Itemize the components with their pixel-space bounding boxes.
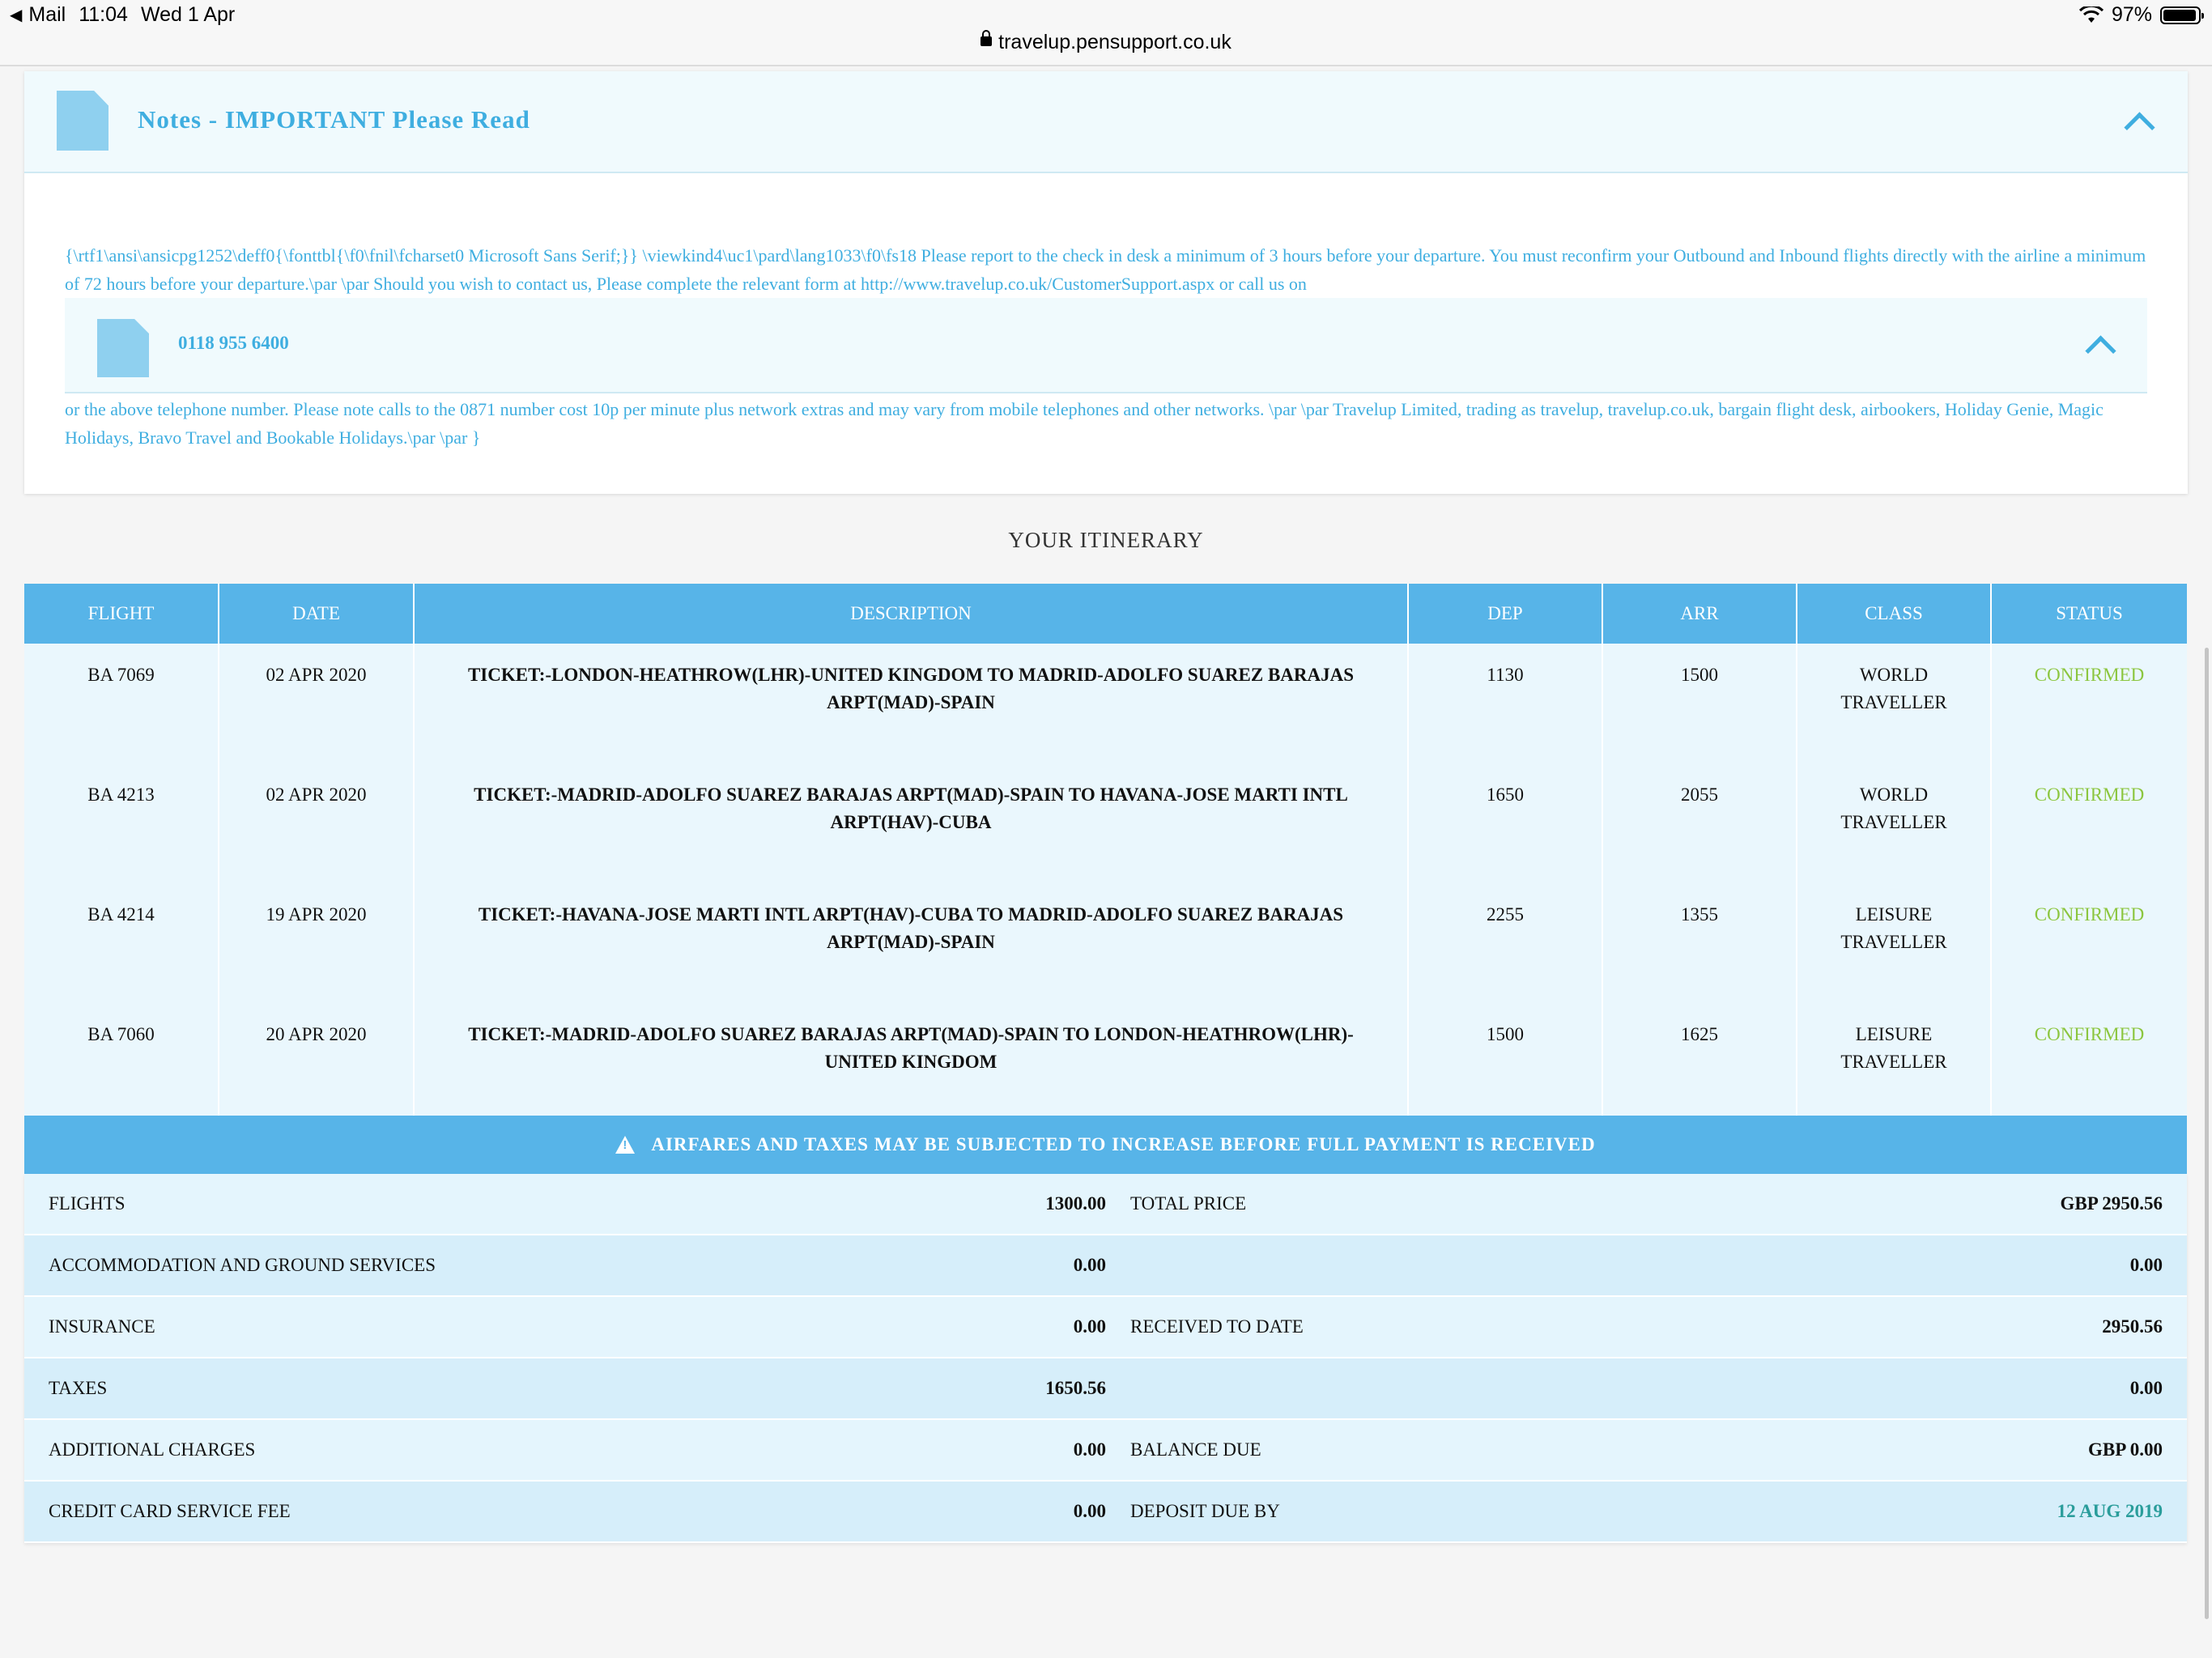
totals-label: CREDIT CARD SERVICE FEE bbox=[49, 1501, 291, 1521]
document-icon bbox=[57, 91, 108, 151]
totals-label: ADDITIONAL CHARGES bbox=[49, 1439, 256, 1460]
col-flight: FLIGHT bbox=[24, 584, 219, 644]
class-cell bbox=[1797, 1003, 1991, 1123]
totals-value: 0.00 bbox=[1073, 1316, 1106, 1337]
document-icon bbox=[97, 319, 149, 377]
totals-row bbox=[24, 1420, 2187, 1482]
totals-row bbox=[24, 1358, 2187, 1420]
totals-label: TAXES bbox=[49, 1378, 108, 1398]
class-line1: LEISURE bbox=[1855, 904, 1933, 925]
col-date: DATE bbox=[219, 584, 414, 644]
description-cell: TICKET:-MADRID-ADOLFO SUAREZ BARAJAS ARPT(MAD)-SPAIN TO HAVANA-JOSE MARTI INTL ARPT(HAV)-CUBA bbox=[414, 763, 1408, 883]
arr-cell: 1500 bbox=[1602, 644, 1797, 763]
flight-cell: BA 7060 bbox=[24, 1003, 219, 1123]
class-cell bbox=[1797, 883, 1991, 1003]
phone-box[interactable] bbox=[65, 298, 2147, 393]
wifi-icon bbox=[2079, 6, 2104, 24]
date-cell: 02 APR 2020 bbox=[219, 644, 414, 763]
totals-table bbox=[24, 1174, 2187, 1543]
status-cell: CONFIRMED bbox=[1991, 644, 2187, 763]
totals-value: 0.00 bbox=[1073, 1439, 1106, 1460]
deposit-due-date: 12 AUG 2019 bbox=[2057, 1501, 2163, 1521]
totals-label: FLIGHTS bbox=[49, 1193, 125, 1214]
col-arr: ARR bbox=[1602, 584, 1797, 644]
class-line2: TRAVELLER bbox=[1840, 932, 1947, 952]
price-warning-bar bbox=[24, 1116, 2187, 1174]
status-cell: CONFIRMED bbox=[1991, 883, 2187, 1003]
status-right bbox=[2079, 3, 2201, 27]
table-row bbox=[24, 883, 2187, 1003]
back-arrow-icon[interactable]: ◀ bbox=[10, 6, 23, 24]
class-cell bbox=[1797, 644, 1991, 763]
notes-header[interactable] bbox=[24, 71, 2188, 173]
notes-body bbox=[24, 173, 2188, 452]
totals-label: INSURANCE bbox=[49, 1316, 155, 1337]
totals-label: ACCOMMODATION AND GROUND SERVICES bbox=[49, 1255, 436, 1275]
totals-row bbox=[24, 1174, 2187, 1235]
scrollbar[interactable] bbox=[2205, 648, 2209, 1619]
totals-right-label: RECEIVED TO DATE bbox=[1130, 1316, 1304, 1337]
status-cell: CONFIRMED bbox=[1991, 763, 2187, 883]
phone-number[interactable]: 0118 955 6400 bbox=[178, 333, 289, 353]
description-cell: TICKET:-LONDON-HEATHROW(LHR)-UNITED KINGDOM TO MADRID-ADOLFO SUAREZ BARAJAS ARPT(MAD)-SPAIN bbox=[414, 644, 1408, 763]
totals-value: 0.00 bbox=[1073, 1501, 1106, 1521]
flight-cell: BA 4213 bbox=[24, 763, 219, 883]
class-line1: LEISURE bbox=[1855, 1024, 1933, 1044]
battery-percent: 97% bbox=[2111, 3, 2152, 26]
status-left bbox=[10, 3, 235, 27]
arr-cell: 1625 bbox=[1602, 1003, 1797, 1123]
totals-right-value: 0.00 bbox=[2129, 1255, 2163, 1275]
col-status: STATUS bbox=[1991, 584, 2187, 644]
chevron-up-icon[interactable] bbox=[2085, 335, 2116, 366]
totals-value: 1650.56 bbox=[1045, 1378, 1106, 1398]
url-bar[interactable] bbox=[0, 31, 2212, 54]
class-line1: WORLD bbox=[1859, 784, 1929, 805]
table-header-row bbox=[24, 584, 2187, 644]
warning-icon bbox=[615, 1136, 635, 1154]
status-bar bbox=[0, 0, 2212, 66]
flight-cell: BA 7069 bbox=[24, 644, 219, 763]
col-description: DESCRIPTION bbox=[414, 584, 1408, 644]
date-cell: 19 APR 2020 bbox=[219, 883, 414, 1003]
flight-cell: BA 4214 bbox=[24, 883, 219, 1003]
col-dep: DEP bbox=[1408, 584, 1602, 644]
lock-icon bbox=[981, 36, 992, 46]
itinerary-title: YOUR ITINERARY bbox=[1008, 528, 1204, 552]
date-cell: 02 APR 2020 bbox=[219, 763, 414, 883]
table-row bbox=[24, 644, 2187, 763]
status-time: 11:04 bbox=[79, 3, 128, 26]
col-class: CLASS bbox=[1797, 584, 1991, 644]
totals-value: 0.00 bbox=[1073, 1255, 1106, 1275]
dep-cell: 1130 bbox=[1408, 644, 1602, 763]
totals-row bbox=[24, 1482, 2187, 1543]
class-line2: TRAVELLER bbox=[1840, 692, 1947, 712]
description-cell: TICKET:-HAVANA-JOSE MARTI INTL ARPT(HAV)-CUBA TO MADRID-ADOLFO SUAREZ BARAJAS ARPT(MAD)-SPAIN bbox=[414, 883, 1408, 1003]
date-cell: 20 APR 2020 bbox=[219, 1003, 414, 1123]
dep-cell: 1500 bbox=[1408, 1003, 1602, 1123]
dep-cell: 2255 bbox=[1408, 883, 1602, 1003]
chevron-up-icon[interactable] bbox=[2124, 112, 2155, 142]
description-cell: TICKET:-MADRID-ADOLFO SUAREZ BARAJAS ARPT(MAD)-SPAIN TO LONDON-HEATHROW(LHR)-UNITED KINGDOM bbox=[414, 1003, 1408, 1123]
totals-row bbox=[24, 1297, 2187, 1358]
table-row bbox=[24, 763, 2187, 883]
back-app-label[interactable]: Mail bbox=[28, 3, 66, 26]
totals-right-value: GBP 2950.56 bbox=[2060, 1193, 2163, 1214]
status-cell: CONFIRMED bbox=[1991, 1003, 2187, 1123]
class-line2: TRAVELLER bbox=[1840, 1052, 1947, 1072]
itinerary-table bbox=[24, 584, 2187, 1123]
totals-row bbox=[24, 1235, 2187, 1297]
totals-right-label: TOTAL PRICE bbox=[1130, 1193, 1247, 1214]
table-row bbox=[24, 1003, 2187, 1123]
notes-text-part1: {\rtf1\ansi\ansicpg1252\deff0{\fonttbl{\f0\fnil\fcharset0 Microsoft Sans Serif;}} \viewkind4\uc1\pard\lang1033\f0\fs18 Please report to the check in desk a minimum of 3 hours before your departure. You must reconfirm your Outbound and Inbound flights directly with the airline a minimum of 72 hours before your departure.\par \par Should you wish to contact us, Please complete the relevant form at http://www.travelup.co.uk/CustomerSupport.aspx or call us on bbox=[65, 245, 2146, 294]
notes-text-part2: or the above telephone number. Please note calls to the 0871 number cost 10p per minute plus network extras and may vary from mobile telephones and other networks. \par \par Travelup Limited, trading as travelup, travelup.co.uk, bargain flight desk, airbookers, Holiday Genie, Magic Holidays, Bravo Travel and Bookable Holidays.\par \par } bbox=[65, 399, 2104, 448]
class-line2: TRAVELLER bbox=[1840, 812, 1947, 832]
totals-value: 1300.00 bbox=[1045, 1193, 1106, 1214]
totals-right-label: BALANCE DUE bbox=[1130, 1439, 1261, 1460]
totals-right-value: GBP 0.00 bbox=[2087, 1439, 2163, 1460]
totals-right-value: 0.00 bbox=[2129, 1378, 2163, 1398]
class-line1: WORLD bbox=[1859, 665, 1929, 685]
notes-title: Notes - IMPORTANT Please Read bbox=[138, 105, 530, 134]
arr-cell: 2055 bbox=[1602, 763, 1797, 883]
battery-icon bbox=[2160, 6, 2201, 24]
warning-text: AIRFARES AND TAXES MAY BE SUBJECTED TO INCREASE BEFORE FULL PAYMENT IS RECEIVED bbox=[651, 1134, 1596, 1154]
status-date: Wed 1 Apr bbox=[140, 3, 236, 26]
url-text[interactable]: travelup.pensupport.co.uk bbox=[998, 31, 1231, 53]
dep-cell: 1650 bbox=[1408, 763, 1602, 883]
arr-cell: 1355 bbox=[1602, 883, 1797, 1003]
totals-right-value: 2950.56 bbox=[2102, 1316, 2163, 1337]
class-cell bbox=[1797, 763, 1991, 883]
totals-right-label: DEPOSIT DUE BY bbox=[1130, 1501, 1280, 1521]
notes-panel bbox=[24, 71, 2188, 494]
